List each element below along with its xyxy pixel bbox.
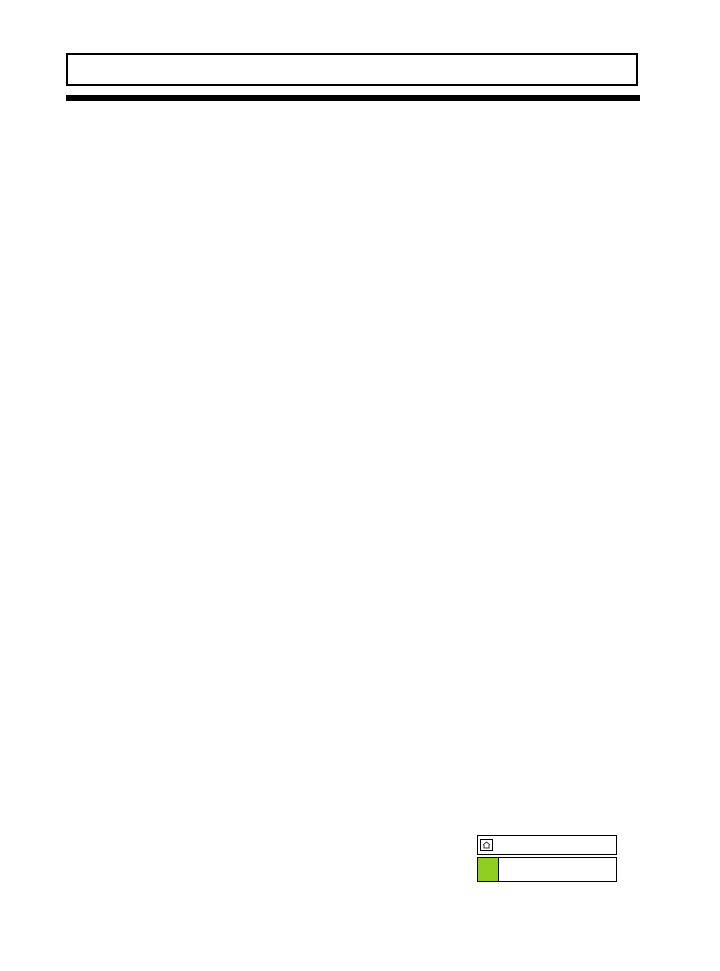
page-title (66, 53, 638, 86)
vegetarian-swatch (478, 858, 499, 881)
legend-vegetarian (477, 857, 617, 882)
home-icon (480, 839, 493, 851)
menu-grid (66, 95, 640, 101)
legend-homemade (477, 835, 617, 855)
